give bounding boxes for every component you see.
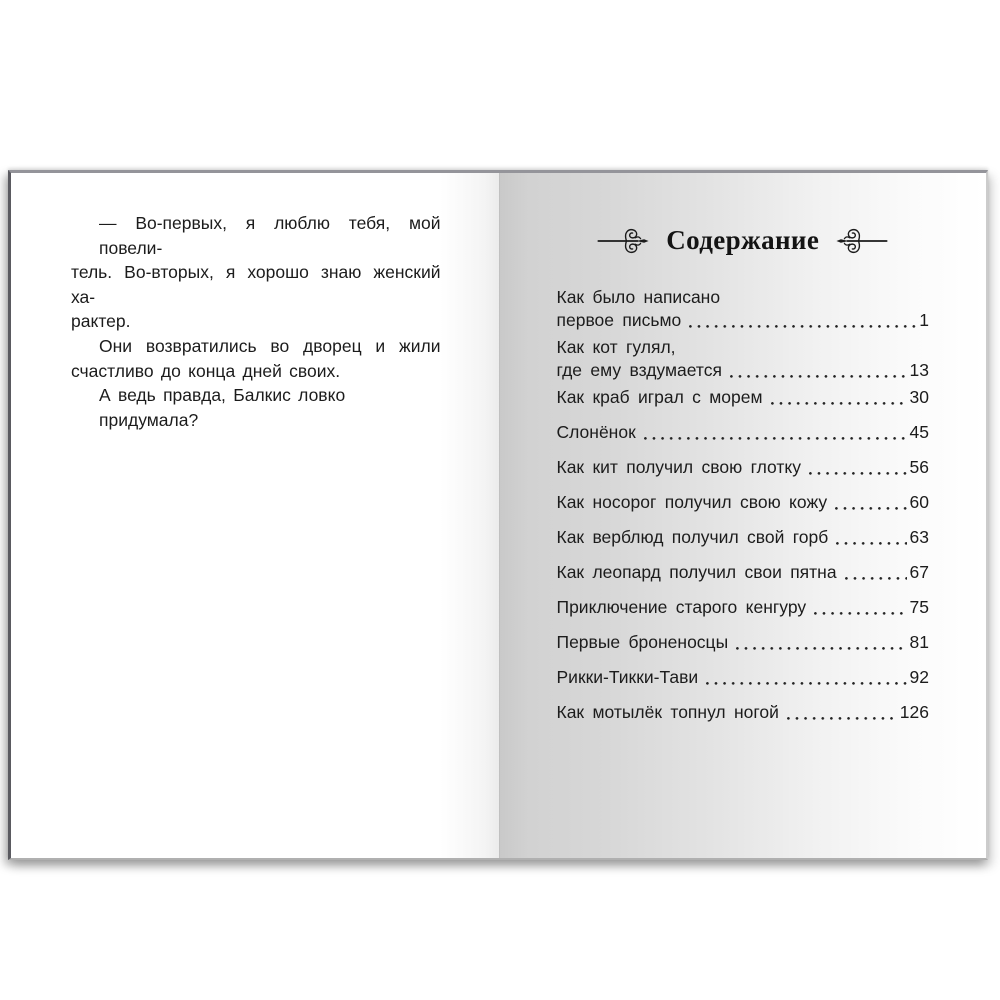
toc-entry-title: Как верблюд получил свой горб: [556, 527, 829, 547]
right-page: [499, 173, 987, 858]
story-line: А ведь правда, Балкис ловко придумала?: [99, 385, 346, 430]
toc-entry-page-number: 1: [919, 310, 929, 330]
toc-entry-title: первое письмо: [556, 310, 682, 330]
toc-entry-page-number: 30: [909, 387, 929, 407]
toc-entry: [557, 386, 930, 409]
toc-entry: [557, 526, 930, 549]
toc-entry-title: Как мотылёк топнул ногой: [556, 702, 779, 722]
fleuron-left-icon: [597, 227, 653, 255]
toc-heading: Содержание: [666, 225, 820, 255]
toc-entry-page-number: 92: [909, 667, 929, 687]
toc-entry-title: Первые броненосцы: [556, 632, 729, 652]
toc-entry-page-number: 67: [909, 562, 929, 582]
story-line: тель. Во-вторых, я хорошо знаю женский ха-: [71, 262, 441, 307]
story-line: — Во-первых, я люблю тебя, мой повели-: [99, 213, 441, 258]
toc-entry-line1: Как было написано: [556, 287, 721, 307]
toc-entry-page-number: 75: [909, 597, 929, 617]
toc-entry-page-number: 56: [909, 457, 929, 477]
fleuron-right-icon: [832, 227, 888, 255]
table-of-contents: [557, 286, 930, 724]
toc-entry-title: Рикки-Тикки-Тави: [556, 667, 699, 687]
toc-entry: [557, 491, 930, 514]
story-line: Они возвратились во дворец и жили: [99, 335, 441, 356]
toc-entry: [557, 666, 930, 689]
toc-entry-page-number: 60: [909, 492, 929, 512]
toc-entry: [557, 336, 930, 382]
toc-entry-title: Слонёнок: [556, 422, 636, 442]
toc-entry-title: Как краб играл с морем: [556, 387, 763, 407]
toc-entry-title: Как носорог получил свою кожу: [556, 492, 828, 512]
story-line: рактер.: [71, 311, 131, 332]
story-line: счастливо до конца дней своих.: [71, 360, 341, 381]
toc-entry-title: где ему вздумается: [556, 360, 722, 380]
toc-entry: [557, 596, 930, 619]
toc-entry-title: Приключение старого кенгуру: [556, 597, 807, 617]
left-page: [11, 173, 499, 858]
book-spread: [8, 170, 988, 860]
toc-entry: [557, 561, 930, 584]
toc-entry-page-number: 81: [909, 632, 929, 652]
toc-entry-title: Как кит получил свою глотку: [556, 457, 801, 477]
toc-entry: [557, 286, 930, 332]
toc-entry: [557, 631, 930, 654]
toc-entry-line1: Как кот гулял,: [556, 337, 676, 357]
toc-entry-page-number: 126: [899, 702, 929, 722]
toc-entry-page-number: 13: [909, 360, 929, 380]
toc-entry: [557, 421, 930, 444]
toc-entry: [557, 701, 930, 724]
toc-entry-page-number: 45: [909, 422, 929, 442]
toc-heading-row: [557, 225, 930, 256]
toc-entry-title: Как леопард получил свои пятна: [556, 562, 837, 582]
toc-entry: [557, 456, 930, 479]
story-text: [71, 211, 441, 432]
toc-entry-page-number: 63: [909, 527, 929, 547]
